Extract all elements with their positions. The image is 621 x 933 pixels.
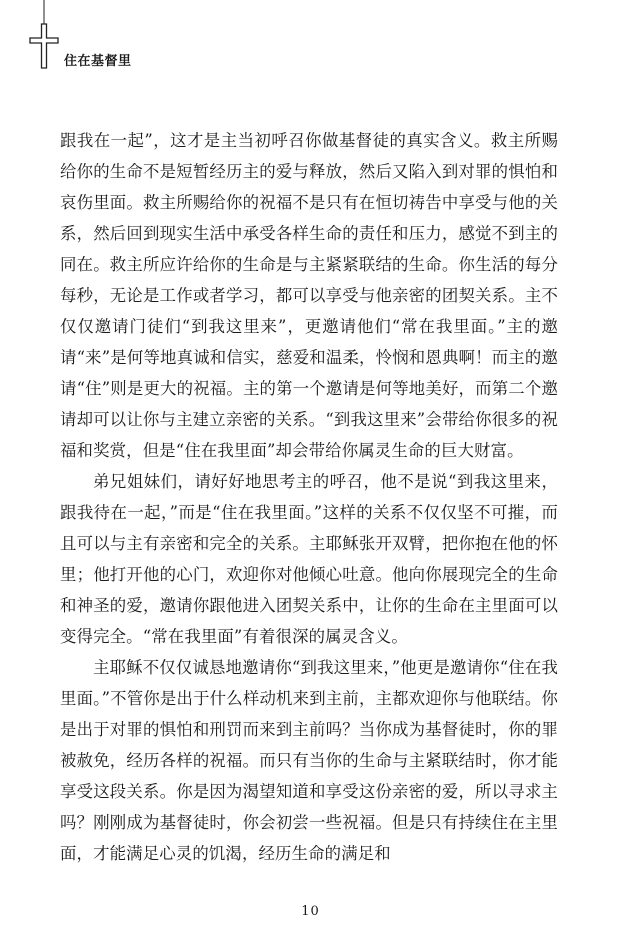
running-header <box>0 0 621 110</box>
running-header-title: 住在基督里 <box>64 54 132 69</box>
paragraph-2: 弟兄姐妹们，请好好地思考主的呼召，他不是说“到我这里来，跟我待在一起，”而是“住在我里面。”这样的关系不仅仅坚不可摧，而且可以与主有亲密和完全的关系。主耶稣张开双臂，把你抱在他的怀里；他打开他的心门，欢迎你对他倾心吐意。他向你展现完全的生命和神圣的爱，邀请你跟他进入团契关系中，让你的生命在主里面可以变得完全。“常在我里面”有着很深的属灵含义。 <box>60 472 558 646</box>
paragraph-1: 跟我在一起”，这才是主当初呼召你做基督徒的真实含义。救主所赐给你的生命不是短暂经历主的爱与释放，然后又陷入到对罪的惧怕和哀伤里面。救主所赐给你的祝福不是只有在恒切祷告中享受与他的关系，然后回到现实生活中承受各样生命的责任和压力，感觉不到主的同在。救主所应许给你的生命是与主紧紧联结的生命。你生活的每分每秒，无论是工作或者学习，都可以享受与他亲密的团契关系。主不仅仅邀请门徒们“到我这里来”，更邀请他们“常在我里面。”主的邀请“来”是何等地真诚和信实，慈爱和温柔，怜悯和恩典啊！而主的邀请“住”则是更大的祝福。主的第一个邀请是何等地美好，而第二个邀请却可以让你与主建立亲密的关系。“到我这里来”会带给你很多的祝福和奖赏，但是“住在我里面”却会带给你属灵生命的巨大财富。 <box>60 131 558 460</box>
paragraph-3: 主耶稣不仅仅诚恳地邀请你“到我这里来，”他更是邀请你“住在我里面。”不管你是出于什么样动机来到主前，主都欢迎你与他联结。你是出于对罪的惧怕和刑罚而来到主前吗？当你成为基督徒时，你的罪被赦免，经历各样的祝福。而只有当你的生命与主紧联结时，你才能享受这段关系。你是因为渴望知道和享受这份亲密的爱，所以寻求主吗？刚刚成为基督徒时，你会初尝一些祝福。但是只有持续住在主里面，才能满足心灵的饥渴，经历生命的满足和 <box>60 658 558 863</box>
body-text <box>60 125 558 869</box>
cross-icon <box>26 0 62 72</box>
page-number: 10 <box>301 904 320 919</box>
